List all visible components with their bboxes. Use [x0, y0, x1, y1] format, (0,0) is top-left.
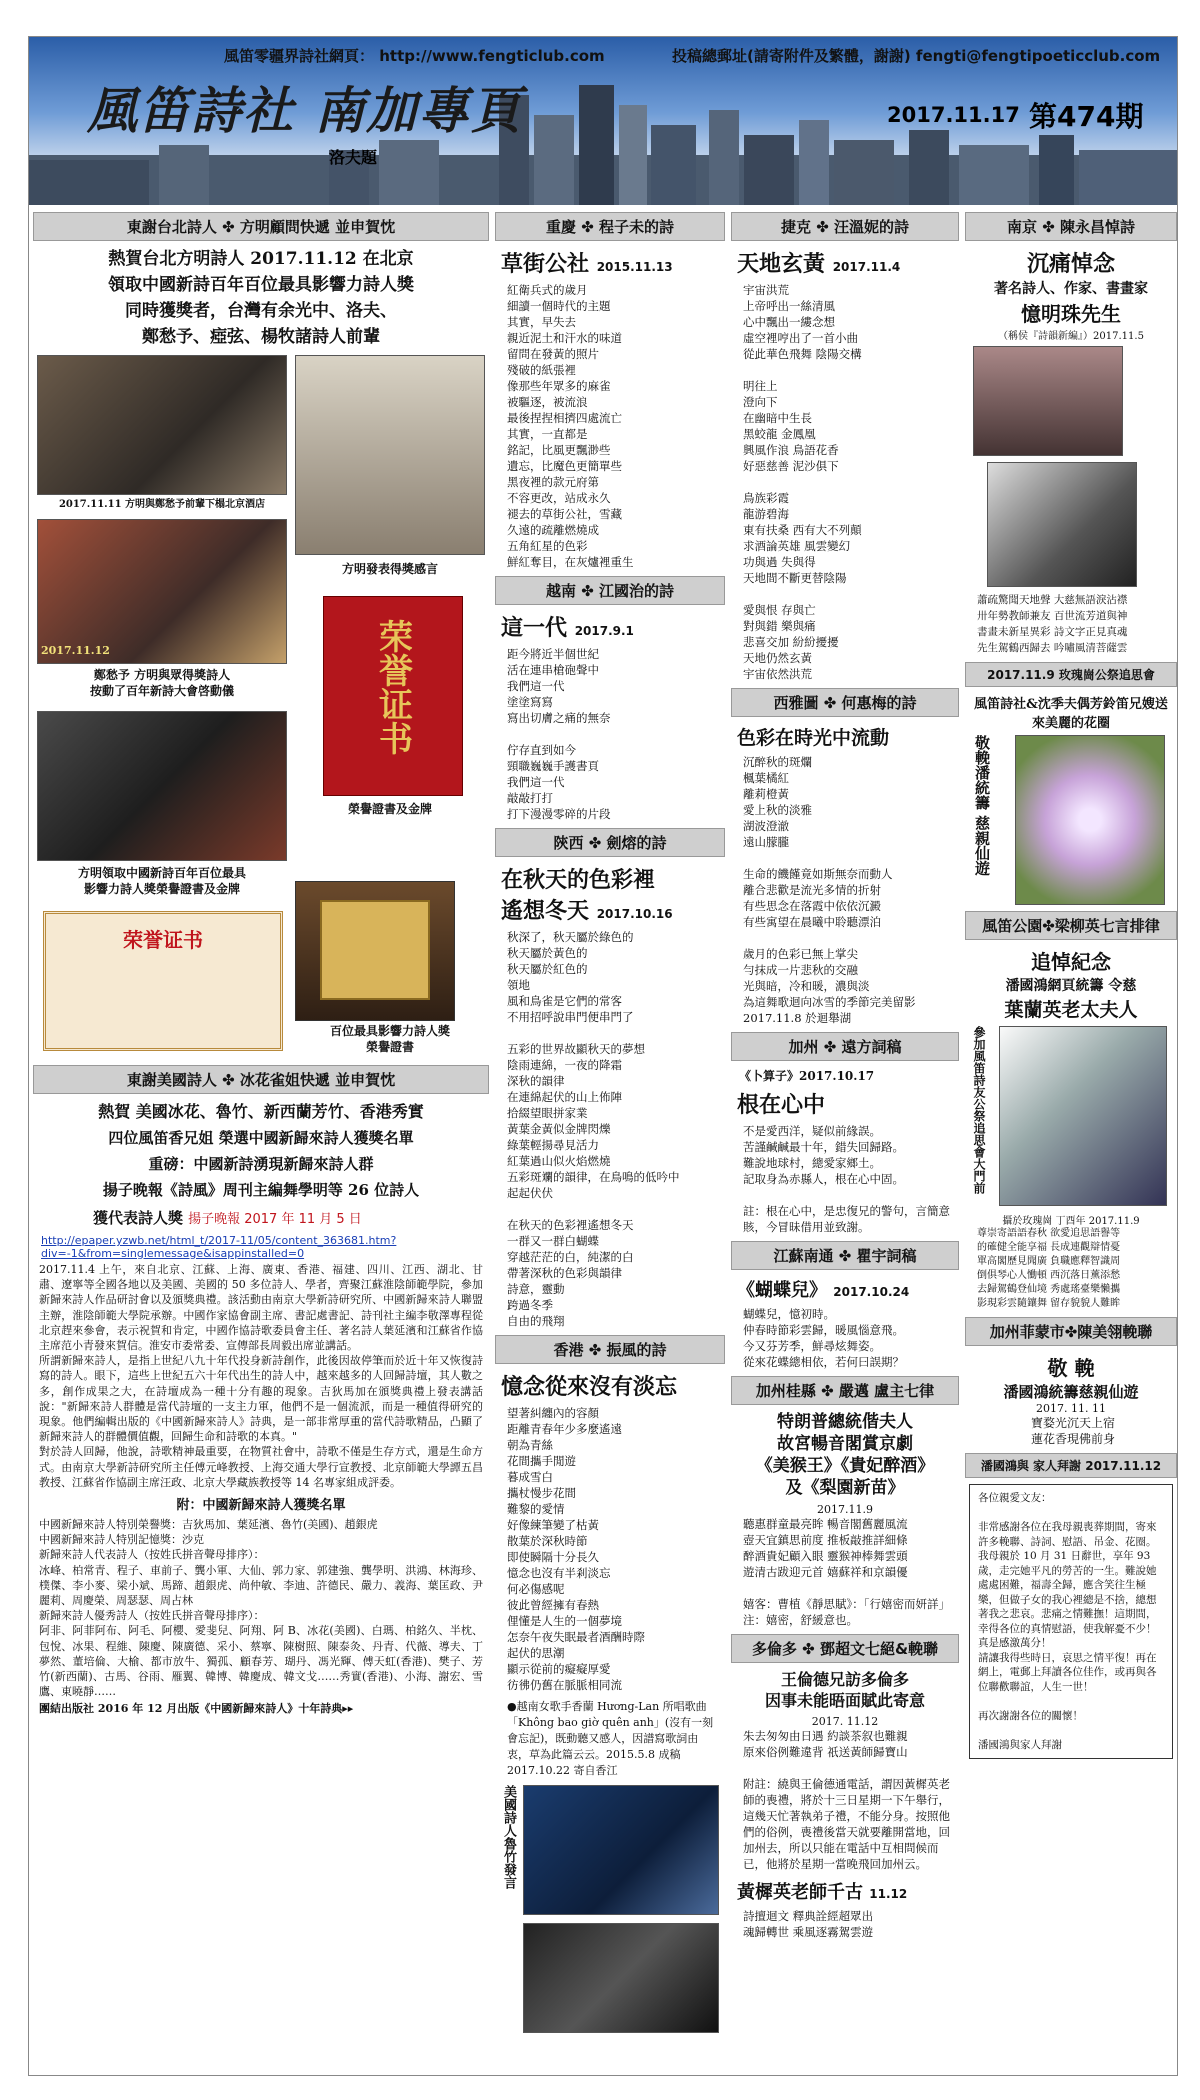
- poem-body: 聽惠群童最亮眸 暢音閣舊麗風流 壺天宜鎮思前度 推板敲推詳細條 醉酒貴妃顧入眼 靈猴神棒舞雲頭 遊清古跋迎元首 嬉蘇祥和京韻優 嬉客：曹植《靜思賦》：「行嬉密而妍詳」注：嬉密，舒緩意也。: [743, 1517, 950, 1627]
- section-header: 加州 ✤ 遠方詞稿: [731, 1032, 959, 1061]
- photo-caption: 2017.11.11 方明與鄭愁予前輩下榻北京酒店: [58, 499, 266, 510]
- photo-caption: 方明發表得獎感言: [341, 562, 438, 576]
- poem-body: 望著糾纏內的容顏 距離青春年少多麼遙遠 朝為青絲 花間攜手閒遊 暮成雪白 攜杖慢步花間 難黎的愛情 好像練筆變了枯黃 散葉於深秋時節 即使瞬隔十分長久 憶念也沒有半剎淡忘 何必傷感呢 彼此曾經擁有春熱 俚懂是人生的一個夢境 怎奈午夜失眠最者酒酬時際 起伏的思潮 顯示從前的癡癡厚愛 彷彿仍舊在脈脈相同流: [507, 1406, 645, 1692]
- column-memorial: [965, 212, 1177, 2072]
- lead-line: 四位風笛香兄姐 榮選中國新歸來詩人獲獎名單: [108, 1129, 414, 1147]
- news-link[interactable]: http://epaper.yzwb.net/html_t/2017-11/05/content_363681.htm?div=-1&from=singlemessage&isappinstalled=0: [41, 1234, 397, 1260]
- couplet-title: 敬 輓: [1047, 1356, 1095, 1380]
- thank-you-letter: 各位親愛文友： 非常感謝各位在我母親喪葬期間，寄來許多輓聯、詩詞、慰語、吊金、花圈。 我母親於 10 月 31 日辭世，享年 93 歲，走完她平凡的勞苦的一生。難說她處處困難，福壽全歸，應含笑往生極樂，但做子女的我心裡總是不捨，總想著我之悲哀。悲痛之情難撫！這期間，幸得各位的真情慰語，使我解憂不少！真是感激萬分！ 請讓我得些時日，哀思之情平復！再在網上，電郵上拜讀各位佳作，或再與各位聯歡聯誼，人生一世！ 再次謝謝各位的關懷！ 潘國鴻與家人拜謝: [969, 1484, 1173, 1759]
- poem-title: 《蝴蝶兒》: [737, 1280, 827, 1301]
- section-header-us: 東謝美國詩人 ✤ 冰花雀姐快遞 並申賀忱: [33, 1065, 489, 1094]
- honor-certificate-cover: 荣誉证书: [323, 596, 463, 796]
- memorial-title: 追悼紀念: [1031, 950, 1111, 974]
- memorial-subtitle: 潘國鴻網頁統籌 令慈: [1005, 978, 1137, 994]
- poem-note: ●越南女歌手香蘭 Hương-Lan 所唱歌曲「Không bao giờ quên anh」(沒有一刻會忘記)，既動聽又感人，因譜寫歌詞由衷，草為此篇云云。2015.5.8 成稿 2017.10.22 寄自香江: [507, 1700, 714, 1777]
- photo-memorial-portrait: [999, 1026, 1167, 1206]
- section-header: 香港 ✤ 振風的詩: [495, 1335, 725, 1364]
- poem-date: 2017.11.4: [832, 260, 901, 274]
- news-headline: 重磅：中國新詩湧現新歸來詩人群: [148, 1155, 374, 1173]
- gold-medal-image: [295, 881, 455, 1021]
- issue-number: 第474期: [1029, 100, 1144, 133]
- section-header: 捷克 ✤ 汪溫妮的詩: [731, 212, 959, 241]
- photo-side-caption: 美國詩人魯竹發言: [501, 1785, 516, 1889]
- poem-date: 2017.10.24: [833, 1285, 910, 1299]
- poem-body: 尊崇寄語語春秋 欲愛追思語譽等 的確健全能享福 長成連觀辯情憂 單高閣歷見聞廣 負職應釋智識周 倒俱琴心人慟頓 西沉落日薰添愁 去歸駕鶴登仙境 秀處瑤臺樂懶攜 影現彩雲隨鑲舞 留存貌貌人難眸: [977, 1228, 1121, 1309]
- poem-body: 不是愛西洋，疑似前緣誤。 苦謹鹹鹹最十年，錯失回歸路。 難說地球村，總愛家鄉土。 記取身為赤縣人，根在心中固。 註：根在心中，是忠復兄的警句，言簡意賅，今冒昧借用並致謝。: [743, 1124, 950, 1234]
- poem-title: 天地玄黃: [737, 251, 826, 277]
- photo-flower-wreath: [1015, 735, 1165, 905]
- section-header: 加州菲蒙市✤陳美翎輓聯: [965, 1317, 1177, 1346]
- section-header: 2017.11.9 玫瑰崗公祭追思會: [965, 662, 1177, 687]
- poem-body: 距今將近半個世紀 活在連串槍砲聲中 我們這一代 塗塗寫寫 寫出切膚之痛的無奈 佇存直到如今 頸職巍巍手護書頁 我們這一代 敲敲打打 打下漫漫零碎的片段: [507, 647, 611, 821]
- section-header: 越南 ✤ 江國治的詩: [495, 576, 725, 605]
- photo-poet-speaking: [523, 1785, 719, 1915]
- publication-note: 團結出版社 2016 年 12 月出版《中國新歸來詩人》十年詩典▸▸: [39, 1702, 354, 1716]
- news-body: 2017.11.4 上午，來自北京、江蘇、上海、廣東、香港、福建、四川、江西、湖北、甘肅、遼寧等全國各地以及美國、美國的 50 多位詩人、學者，齊聚江蘇淮陰師範學院，參加新歸來詩人作品研討會以及頒獎典禮。該活動由南京大學新詩研究所、中國新歸來詩人聯盟主辦，淮陰師範大學院承辦。中國作家協會副主席、書記處書記、詩刊社主編李敬澤專程從北京趕來參會，表示祝賀和肯定，中國作協詩歌委員會主任、著名詩人葉延濱和江蘇省作協主席范小青發來賀信。淮安市委常委、宣傳部長周毅出席並講話。 所謂新歸來詩人，是指上世紀八九十年代投身新詩創作，此後因故停筆而於近十年又恢復詩寫的詩人。眼下，這些上世紀五六十年代出生的詩人中，越來越多的人回歸詩壇，其人數之多，創作成果之大，在詩壇成為一種十分有趣的現象。吉狄馬加在頒獎典禮上發表講話說："新歸來詩人群體是當代詩壇的一支主力軍，他們不是一個流派，而是一種值得研究的現象。他們編輯出版的《中國新歸來詩人》詩典，是一部非常厚重的當代詩歌精品，凸顯了新歸來詩人的群體價值觀，回歸生命和詩歌的本真。" 對於詩人回歸，他說，詩歌精神最重要，在物質社會中，詩歌不僅是生存方式，還是生命方式。由南京大學新詩研究所主任傅元峰教授、上海交通大學行宣教授、北京師範大學譚五昌教授、江蘇省作協副主席汪政、北京大學藏族教授等 14 名專家組成評委。: [39, 1263, 483, 1489]
- photo-poet-pair: [973, 346, 1123, 456]
- photo-caption: 方明領取中國新詩百年百位最具 影響力詩人獎榮譽證書及金牌: [77, 866, 246, 896]
- website-url: 風笛零疆界詩社網頁： http://www.fengticlub.com: [224, 47, 605, 65]
- poem-title: 色彩在時光中流動: [737, 727, 890, 749]
- calligrapher-signature: 洛夫題: [329, 148, 378, 167]
- elegy-title: 黃樨英老師千古: [737, 1882, 863, 1903]
- photo-caption: 百位最具影響力詩人獎 榮譽證書: [329, 1024, 450, 1054]
- section-header: 西雅圖 ✤ 何惠梅的詩: [731, 688, 959, 717]
- certificate-image: 荣誉证书: [43, 911, 283, 1051]
- poem-body: 蕭疏驚聞天地聲 大慈無語淚沾襟 卅年勢教師兼友 百世流芳道與神 書畫未新星異彩 詩文字正見真魂 先生駕鶴西歸去 吟嘯風清菩薩雲: [977, 594, 1128, 654]
- memorial-photos: [965, 342, 1177, 592]
- photo-caption: 鄭愁予 方明與眾得獎詩人 按動了百年新詩大會啓動儀: [89, 668, 234, 698]
- newspaper-page: [28, 36, 1178, 2076]
- section-header: 江蘇南通 ✤ 瞿宇詞稿: [731, 1241, 959, 1270]
- section-header: 南京 ✤ 陳永昌悼詩: [965, 212, 1177, 241]
- poem-title: 這一代: [501, 615, 568, 641]
- photo-group: [495, 1785, 725, 2035]
- photo-collage: [33, 351, 489, 911]
- poem-date: 2017.10.16: [596, 907, 673, 921]
- memorial-note: （稱侯『詩韻新編』）2017.11.5: [998, 331, 1144, 342]
- poem-date: 2017. 11.12: [811, 1715, 879, 1728]
- masthead-banner: [29, 37, 1178, 205]
- photo-date: 攝於玫瑰崗 丁酉年 2017.11.9: [1002, 1216, 1140, 1227]
- memorial-name: 憶明珠先生: [1021, 302, 1121, 326]
- section-header: 陝西 ✤ 劍熔的詩: [495, 828, 725, 857]
- photo-side-caption: 參加風笛詩友公祭追思會大門前: [972, 1026, 986, 1194]
- news-headline: 獲代表詩人獎: [93, 1209, 184, 1227]
- poem-date: 11.12: [869, 1887, 908, 1901]
- poem-date: 2017.11.9: [817, 1503, 873, 1516]
- memorial-title: 沉痛悼念: [1026, 251, 1115, 277]
- poem-title: 在秋天的色彩裡 遙想冬天: [501, 867, 656, 924]
- couplet-date: 2017. 11. 11: [1036, 1402, 1106, 1415]
- masthead-title: 風笛詩社 南加專頁: [87, 81, 523, 140]
- poem-title: 特朗普總統偕夫人 故宮暢音閣賞京劇 《美猴王》《貴妃醉酒》 及《梨園新苗》: [755, 1412, 935, 1498]
- lead-line: 鄭愁予、瘂弦、楊牧諸詩人前輩: [142, 327, 380, 347]
- poem-body: 蝴蝶兒，憶初時。 仲春時節彩雲歸，暖風惱意飛。 今又芬芳季，鮮尋炫舞姿。 從來花蝶總相依，若何曰誤期？: [743, 1307, 904, 1369]
- photo-date-stamp: 2017.11.12: [41, 644, 110, 657]
- poem-date: 2017.9.1: [574, 624, 634, 638]
- poem-body: 沉醉秋的斑爛 楓葉橘紅 離莉橙黃 愛上秋的淡雅 湖波澄澈 遠山朦朧 生命的饑饉竟如斯無奈而動人 離合悲歡是流光多情的折射 有些思念在落霞中依依沉澱 有些寓望在晨曦中聆聽漂泊 歲月的色彩已無上掌尖 勻抹成一片悲秋的交融 光與暗，冷和暖，濃與淡 為這舞歌迴向冰雪的季節完美留影 2017.11.8 於迴舉湖: [743, 755, 916, 1025]
- poem-title: 草街公社: [501, 251, 590, 277]
- section-header: 多倫多 ✤ 鄧超文七絕&輓聯: [731, 1634, 959, 1663]
- couplet-subtitle: 潘國鴻統籌慈親仙遊: [1003, 1383, 1139, 1401]
- lead-line: 領取中國新詩百年百位最具影響力詩人獎: [108, 275, 414, 295]
- column-poems-b: [731, 212, 959, 2072]
- certificate-row: [33, 911, 489, 1061]
- photo-hotel: [37, 355, 287, 495]
- poem-title: 憶念從來沒有淡忘: [501, 1374, 678, 1400]
- award-list-header: 附：中國新歸來詩人獲獎名單: [176, 1498, 346, 1514]
- poem-body: 紅衛兵式的歲月 細讀一個時代的主題 其實，早失去 親近泥土和汗水的味道 留問在發黃的照片 殘破的紙張裡 像那些年眾多的麻雀 被驅逐，被流浪 最後捏捏相擠四處流亡 其實，一直都是 銘記，比風更飄渺些 遺忘，比魔色更簡單些 黑夜裡的款元府第 不容更改，站成永久 褪去的草街公社，雪藏 久遠的疏離燃燒成 五角紅星的色彩 鮮紅奪目，在灰爐裡重生: [507, 283, 634, 569]
- memorial-gate-section: [965, 1022, 1177, 1212]
- poem-body: 秋深了，秋天屬於綠色的 秋天屬於黃色的 秋天屬於紅色的 領地 風和鳥雀是它們的常客 不用招呼說串門便串門了 五彩的世界故顯秋天的夢想 陰雨連綿，一夜的降霜 深秋的韻律 在連綿起伏的山上佈陣 拾綴望眼拼家業 黃葉金黃似金牌閃爍 綠葉輕揚尋見活力 紅葉過山似火焰燃燒 五彩斑斕的韻律，在鳥鳴的低吟中 起起伏伏 在秋天的色彩裡遙想冬天 一群又一群白蝴蝶 穿越茫茫的白，純潔的白 帶著深秋的色彩與韻律 詩意，靈動 跨過冬季 自由的飛翔: [507, 930, 680, 1328]
- photo-book-cover: [523, 1923, 719, 2033]
- photo-speech: [295, 355, 485, 555]
- section-header: 加州桂縣 ✤ 嚴邁 盧主七律: [731, 1376, 959, 1405]
- photo-portrait: [987, 462, 1137, 587]
- lead-line: 同時獲獎者，台灣有余光中、洛夫、: [125, 301, 397, 321]
- poem-title: 根在心中: [737, 1092, 826, 1118]
- wreath-section: [965, 731, 1177, 911]
- column-taipei-us: [33, 212, 489, 2072]
- couplet-body: 寶婺光沉天上宿 蓮花香現佛前身: [1030, 1416, 1115, 1446]
- column-poems-a: [495, 212, 725, 2072]
- wreath-ribbon-text: 敬輓潘統籌 慈親仙遊: [973, 735, 991, 876]
- memorial-subtitle: 著名詩人、作家、書畫家: [994, 281, 1148, 297]
- submission-email: 投稿總郵址(請寄附件及繁體，謝謝) fengti@fengtipoeticclub.com: [672, 47, 1161, 65]
- elegy-body: 詩擅迴文 釋典詮經超眾出 魂歸轉世 乘風逐霧駕雲遊: [743, 1909, 874, 1939]
- news-source: 揚子晚報 2017 年 11 月 5 日: [188, 1212, 362, 1227]
- ci-tune: 《卜算子》2017.10.17: [739, 1069, 875, 1083]
- news-headline: 揚子晚報《詩風》周刊主編舞學明等 26 位詩人: [102, 1181, 420, 1199]
- wreath-caption: 風笛詩社&沈季夫偶芳鈴笛兄嫂送來美麗的花圈: [974, 697, 1168, 731]
- poem-body: 宇宙洪荒 上帝呼出一絲清風 心中飄出一縷念想 虛空裡哼出了一首小曲 從此華色飛舞 陰陽交構 明往上 澄向下 在幽暗中生長 黑蛟龍 金鳳凰 興風作浪 鳥語花香 好惡慈善 泥沙俱下 鳥族彩霞 龍游碧海 東有扶桑 西有大不列顛 求酒論英雄 風雲變幻 功與過 失與得 天地間不斷更替陰陽 愛與恨 存與亡 對與錯 樂與痛 悲喜交加 紛紛擾擾 天地仍然玄黃 宇宙依然洪荒: [743, 283, 862, 681]
- photo-caption: 榮譽證書及金牌: [347, 802, 432, 816]
- issue-date: 2017.11.17: [887, 103, 1020, 127]
- section-header-taipei: 東謝台北詩人 ✤ 方明顧問快遞 並申賀忱: [33, 212, 489, 241]
- section-header: 潘國鴻與 家人拜謝 2017.11.12: [965, 1453, 1177, 1478]
- lead-line: 熱賀 美國冰花、魯竹、新西蘭芳竹、香港秀實: [98, 1102, 424, 1121]
- memorial-name: 葉蘭英老太夫人: [1004, 999, 1138, 1021]
- lead-line: 熱賀台北方明詩人 2017.11.12 在北京: [108, 249, 414, 269]
- section-header: 風笛公園✤梁柳英七言排律: [965, 911, 1177, 940]
- award-list: 中國新歸來詩人特別榮譽獎：吉狄馬加、葉延濱、魯竹(美國)、趙銀虎 中國新歸來詩人特別記憶獎：沙克 新歸來詩人代表詩人（按姓氏拼音聲母排序）： 冰峰、柏常青、程子、車前子、龔小軍、大仙、郭力家、郭建強、龔學明、洪鴻、林海珍、樸傑、李小麥、梁小斌、馬蹄、趙銀虎、尚仲敏、李迪、許德民、嚴力、義海、葉匡政、尹麗莉、周慶榮、周瑟瑟、周占林 新歸來詩人優秀詩人（按姓氏拼音聲母排序）： 阿非、阿菲阿布、阿毛、阿櫻、愛斐兒、阿翔、阿 B、冰花(美國)、白瑪、柏銘久、半枕、包悅、冰果、程維、陳慶、陳廣德、采小、蔡寧、陳樹照、陳泰灸、丹青、代薇、導夫、丁夢然、董培倫、大榆、都市放牛、獨孤、顧春芳、瑚丹、馮光輝、傅天虹(香港)、樊子、芳竹(新西蘭)、古馬、谷雨、雁翼、韓博、韓慶成、韓文戈……秀實(香港)、小海、謝宏、雪鷹、東曉靜……: [39, 1518, 483, 1699]
- poem-title: 王倫德兄訪多倫多 因事未能晤面賦此寄意: [764, 1670, 925, 1710]
- poem-body: 朱去匆匆由日遇 約談茶叙也難親 原來俗例難違背 祇送黃師歸寶山 附註：繞與王倫德通電話，謂因黃樨英老師的喪禮，將於十三日星期一下午舉行，這幾天忙著執弟子禮，不能分身。按照他們的俗例，喪禮後當天就要離開當地，回加州去，所以只能在電話中互相問候而已，他將於星期一當晚飛回加州云。: [743, 1729, 950, 1871]
- poem-date: 2015.11.13: [596, 260, 673, 274]
- section-header: 重慶 ✤ 程子未的詩: [495, 212, 725, 241]
- photo-award-receiving: [37, 711, 287, 861]
